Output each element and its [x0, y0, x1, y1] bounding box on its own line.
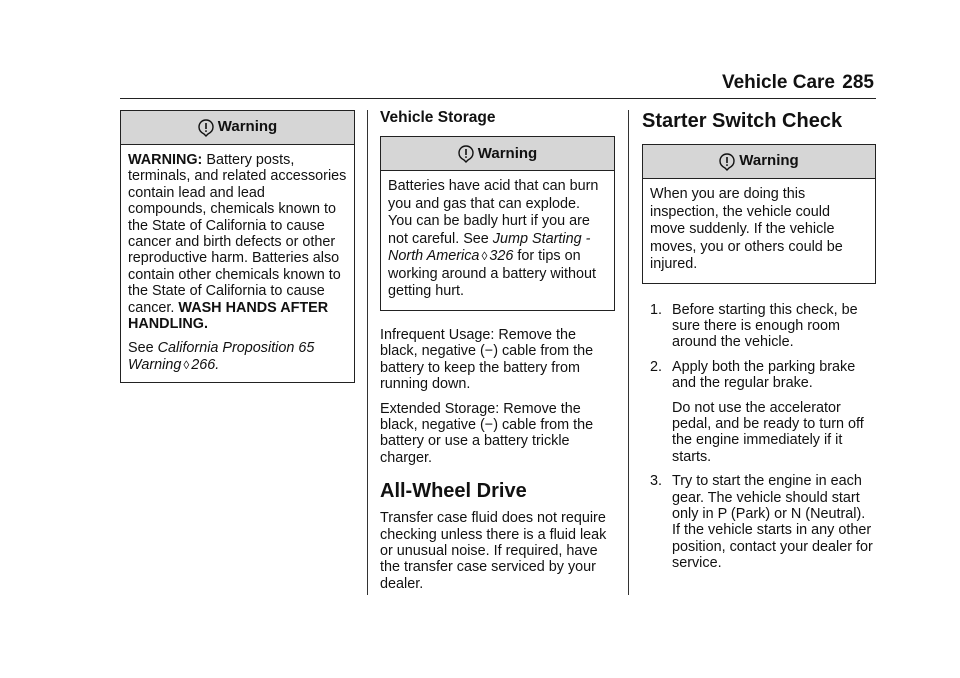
step-number: 3.	[650, 473, 663, 490]
column-divider	[628, 110, 629, 595]
warning-heading: Warning	[739, 152, 799, 170]
warning-icon	[458, 145, 474, 163]
warning-heading: Warning	[477, 144, 538, 162]
warning-heading: Warning	[217, 118, 278, 136]
subheading-vehicle-storage: Vehicle Storage	[380, 109, 496, 126]
warning-body	[121, 145, 354, 382]
see-reference: See California Proposition 65 Warning ◊ 266.	[128, 340, 315, 373]
reference-page[interactable]: 266.	[191, 356, 220, 373]
warning-label: WARNING:	[128, 152, 203, 168]
section-title-awd: All-Wheel Drive	[380, 480, 527, 503]
reference-link[interactable]: Jump Starting - North America	[388, 230, 591, 265]
warning-body	[643, 179, 875, 283]
column-divider	[367, 110, 368, 595]
section-title-starter-switch: Starter Switch Check	[642, 110, 843, 132]
page-header	[0, 72, 960, 102]
column-2	[380, 110, 615, 600]
page-ref-arrow-icon: ◊	[481, 249, 488, 264]
warning-box-starter	[642, 144, 876, 284]
step-number: 2.	[650, 358, 663, 375]
warning-box-battery-acid	[380, 136, 615, 311]
reference-page[interactable]: 326	[489, 248, 514, 265]
step-text: Try to start the engine in each gear. The vehicle should start only in P (Park) or N (Neutral). If the vehicle starts in any other position, contact your dealer for service.	[672, 473, 873, 572]
reference-link[interactable]: California Proposition 65 Warning	[128, 340, 315, 373]
column-3	[642, 110, 876, 580]
warning-icon	[719, 153, 735, 171]
extended-storage-text: Extended Storage: Remove the black, negative (−) cable from the battery or use a battery trickle charger.	[380, 400, 594, 466]
awd-text: Transfer case fluid does not require checking unless there is a fluid leak or unusual noise. If required, have the transfer case serviced by your dealer.	[380, 510, 607, 592]
warning-header	[121, 111, 354, 145]
page-number: 285	[842, 72, 874, 93]
step-text: Before starting this check, be sure there is enough room around the vehicle.	[672, 301, 858, 351]
steps-list	[642, 302, 876, 572]
warning-text: Batteries have acid that can burn you and gas that can explode. You can be badly hurt if you are not careful. See Jump Starting - North America ◊ 326 for tips on working around a battery without getting hurt.	[388, 178, 599, 300]
warning-text: WARNING: Battery posts, terminals, and related accessories contain lead and lead compounds, chemicals known to the State of California to cause cancer and birth defects or other reproductive harm. Batteries also contain other chemicals known to the State of California to cause cancer. WASH HANDS AFTER HANDLING.	[128, 152, 347, 333]
warning-box-prop65	[120, 110, 355, 383]
warning-icon	[198, 119, 214, 137]
infrequent-usage-text: Infrequent Usage: Remove the black, negative (−) cable from the battery to keep the battery from running down.	[380, 326, 594, 393]
warning-header	[643, 145, 875, 179]
warning-body	[381, 171, 614, 310]
page-ref-arrow-icon: ◊	[183, 357, 190, 372]
step-text: Apply both the parking brake and the regular brake.	[672, 358, 856, 392]
column-1	[120, 110, 355, 399]
list-item	[642, 359, 876, 465]
warning-text: When you are doing this inspection, the vehicle could move suddenly. If the vehicle moves, you or others could be injured.	[650, 186, 843, 272]
list-item	[642, 302, 876, 351]
list-item	[642, 473, 876, 571]
step-subtext: Do not use the accelerator pedal, and be ready to turn off the engine immediately if it starts.	[672, 399, 864, 465]
step-number: 1.	[650, 301, 663, 318]
warning-header	[381, 137, 614, 171]
warning-emphasis: WASH HANDS AFTER HANDLING.	[128, 299, 329, 333]
header-rule	[120, 98, 876, 99]
section-name: Vehicle Care	[721, 72, 835, 93]
